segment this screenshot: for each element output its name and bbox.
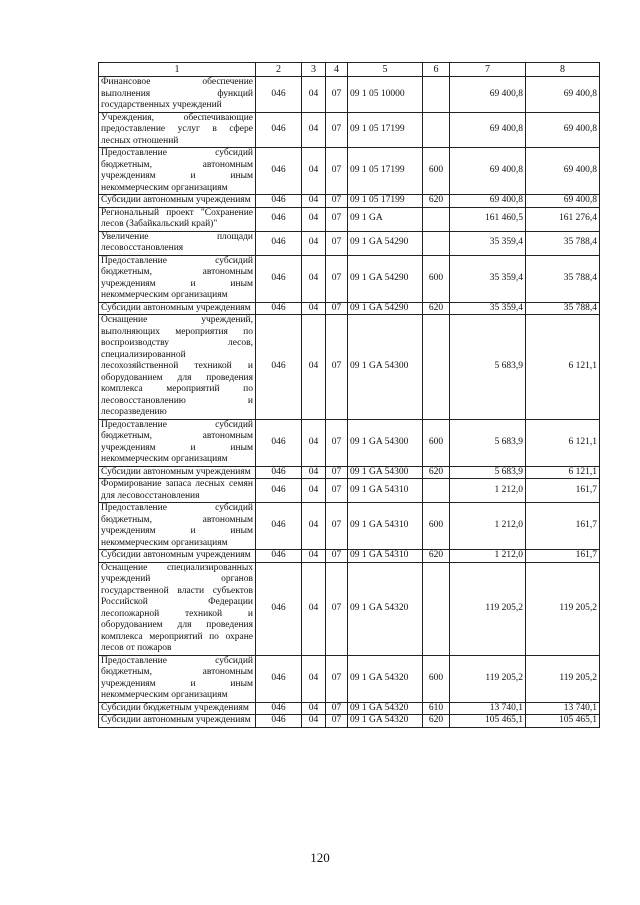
expense-type-code: 620 <box>423 195 450 208</box>
col-header: 6 <box>423 63 450 77</box>
gl-code: 046 <box>256 562 302 655</box>
row-name: Субсидии автономным учреждениям <box>99 466 256 479</box>
section-code: 04 <box>302 503 326 550</box>
subsection-code: 07 <box>326 479 348 503</box>
expense-type-code: 600 <box>423 655 450 702</box>
target-article-code: 09 1 GA 54310 <box>348 550 423 563</box>
amount-year-1: 35 359,4 <box>450 255 526 302</box>
amount-year-1: 161 460,5 <box>450 207 526 231</box>
col-header: 2 <box>256 63 302 77</box>
target-article-code: 09 1 GA 54310 <box>348 479 423 503</box>
amount-year-1: 119 205,2 <box>450 562 526 655</box>
gl-code: 046 <box>256 148 302 195</box>
section-code: 04 <box>302 550 326 563</box>
row-name: Увеличение площади лесовосстановления <box>99 231 256 255</box>
amount-year-2: 35 788,4 <box>526 302 600 315</box>
row-name: Субсидии автономным учреждениям <box>99 550 256 563</box>
row-name: Оснащение учреждений, выполняющих мероприятия по воспроизводству лесов, специализированной лесохозяйственной техникой и оборудованием для проведения комплекса мероприятий по лесовосстановлению и лесоразведению <box>99 315 256 420</box>
amount-year-1: 5 683,9 <box>450 466 526 479</box>
gl-code: 046 <box>256 550 302 563</box>
target-article-code: 09 1 05 17199 <box>348 112 423 148</box>
subsection-code: 07 <box>326 148 348 195</box>
table-row <box>99 148 600 195</box>
section-code: 04 <box>302 255 326 302</box>
header-row <box>99 63 600 77</box>
section-code: 04 <box>302 315 326 420</box>
subsection-code: 07 <box>326 315 348 420</box>
amount-year-2: 69 400,8 <box>526 77 600 113</box>
subsection-code: 07 <box>326 702 348 715</box>
gl-code: 046 <box>256 315 302 420</box>
row-name: Предоставление субсидий бюджетным, автономным учреждениям и иным некоммерческим организациям <box>99 255 256 302</box>
gl-code: 046 <box>256 302 302 315</box>
row-name: Субсидии автономным учреждениям <box>99 302 256 315</box>
amount-year-1: 69 400,8 <box>450 77 526 113</box>
subsection-code: 07 <box>326 195 348 208</box>
table-row <box>99 195 600 208</box>
col-header: 3 <box>302 63 326 77</box>
table-body <box>99 77 600 728</box>
expense-type-code: 600 <box>423 503 450 550</box>
subsection-code: 07 <box>326 466 348 479</box>
gl-code: 046 <box>256 702 302 715</box>
amount-year-1: 35 359,4 <box>450 302 526 315</box>
table-row <box>99 112 600 148</box>
subsection-code: 07 <box>326 503 348 550</box>
subsection-code: 07 <box>326 562 348 655</box>
amount-year-2: 6 121,1 <box>526 466 600 479</box>
table-row <box>99 550 600 563</box>
row-name: Предоставление субсидий бюджетным, автономным учреждениям и иным некоммерческим организациям <box>99 655 256 702</box>
table-row <box>99 419 600 466</box>
amount-year-2: 69 400,8 <box>526 195 600 208</box>
col-header: 7 <box>450 63 526 77</box>
expense-type-code <box>423 112 450 148</box>
table-row <box>99 702 600 715</box>
amount-year-1: 119 205,2 <box>450 655 526 702</box>
amount-year-2: 69 400,8 <box>526 148 600 195</box>
subsection-code: 07 <box>326 715 348 728</box>
amount-year-1: 69 400,8 <box>450 148 526 195</box>
target-article-code: 09 1 GA 54300 <box>348 315 423 420</box>
target-article-code: 09 1 GA 54310 <box>348 503 423 550</box>
expense-type-code <box>423 77 450 113</box>
gl-code: 046 <box>256 466 302 479</box>
expense-type-code <box>423 231 450 255</box>
col-header: 8 <box>526 63 600 77</box>
row-name: Предоставление субсидий бюджетным, автономным учреждениям и иным некоммерческим организациям <box>99 148 256 195</box>
section-code: 04 <box>302 655 326 702</box>
subsection-code: 07 <box>326 112 348 148</box>
amount-year-1: 105 465,1 <box>450 715 526 728</box>
target-article-code: 09 1 05 17199 <box>348 195 423 208</box>
amount-year-2: 161,7 <box>526 503 600 550</box>
amount-year-2: 6 121,1 <box>526 315 600 420</box>
section-code: 04 <box>302 419 326 466</box>
amount-year-2: 105 465,1 <box>526 715 600 728</box>
amount-year-2: 161,7 <box>526 550 600 563</box>
row-name: Региональный проект "Сохранение лесов (Забайкальский край)" <box>99 207 256 231</box>
table-row <box>99 231 600 255</box>
row-name: Субсидии бюджетным учреждениям <box>99 702 256 715</box>
row-name: Финансовое обеспечение выполнения функций государственных учреждений <box>99 77 256 113</box>
section-code: 04 <box>302 562 326 655</box>
section-code: 04 <box>302 77 326 113</box>
row-name: Оснащение специализированных учреждений органов государственной власти субъектов Российской Федерации лесопожарной техникой и оборудованием для проведения комплекса мероприятий по охране лесов от пожаров <box>99 562 256 655</box>
row-name: Субсидии автономным учреждениям <box>99 715 256 728</box>
subsection-code: 07 <box>326 231 348 255</box>
table-row <box>99 562 600 655</box>
section-code: 04 <box>302 148 326 195</box>
section-code: 04 <box>302 207 326 231</box>
gl-code: 046 <box>256 419 302 466</box>
table-row <box>99 503 600 550</box>
table-row <box>99 715 600 728</box>
table-row <box>99 77 600 113</box>
row-name: Субсидии автономным учреждениям <box>99 195 256 208</box>
gl-code: 046 <box>256 112 302 148</box>
table-row <box>99 479 600 503</box>
section-code: 04 <box>302 702 326 715</box>
expense-type-code <box>423 479 450 503</box>
col-header: 5 <box>348 63 423 77</box>
expense-type-code: 600 <box>423 419 450 466</box>
subsection-code: 07 <box>326 419 348 466</box>
gl-code: 046 <box>256 231 302 255</box>
section-code: 04 <box>302 715 326 728</box>
amount-year-2: 119 205,2 <box>526 562 600 655</box>
target-article-code: 09 1 GA 54320 <box>348 702 423 715</box>
table-row <box>99 315 600 420</box>
row-name: Предоставление субсидий бюджетным, автономным учреждениям и иным некоммерческим организациям <box>99 503 256 550</box>
amount-year-1: 69 400,8 <box>450 195 526 208</box>
subsection-code: 07 <box>326 255 348 302</box>
row-name: Предоставление субсидий бюджетным, автономным учреждениям и иным некоммерческим организациям <box>99 419 256 466</box>
col-header: 1 <box>99 63 256 77</box>
gl-code: 046 <box>256 503 302 550</box>
subsection-code: 07 <box>326 550 348 563</box>
table-row <box>99 255 600 302</box>
page-number: 120 <box>310 850 330 865</box>
amount-year-2: 13 740,1 <box>526 702 600 715</box>
gl-code: 046 <box>256 655 302 702</box>
amount-year-1: 5 683,9 <box>450 315 526 420</box>
expense-type-code: 620 <box>423 715 450 728</box>
amount-year-2: 35 788,4 <box>526 231 600 255</box>
col-header: 4 <box>326 63 348 77</box>
amount-year-2: 69 400,8 <box>526 112 600 148</box>
section-code: 04 <box>302 112 326 148</box>
table-row <box>99 302 600 315</box>
target-article-code: 09 1 GA 54320 <box>348 715 423 728</box>
gl-code: 046 <box>256 77 302 113</box>
target-article-code: 09 1 05 10000 <box>348 77 423 113</box>
expense-type-code <box>423 207 450 231</box>
amount-year-2: 161,7 <box>526 479 600 503</box>
amount-year-2: 161 276,4 <box>526 207 600 231</box>
row-name: Формирование запаса лесных семян для лесовосстановления <box>99 479 256 503</box>
section-code: 04 <box>302 302 326 315</box>
target-article-code: 09 1 GA 54300 <box>348 466 423 479</box>
expense-type-code: 600 <box>423 148 450 195</box>
table-row <box>99 466 600 479</box>
gl-code: 046 <box>256 715 302 728</box>
target-article-code: 09 1 GA 54320 <box>348 655 423 702</box>
amount-year-1: 13 740,1 <box>450 702 526 715</box>
target-article-code: 09 1 05 17199 <box>348 148 423 195</box>
section-code: 04 <box>302 195 326 208</box>
expense-type-code <box>423 562 450 655</box>
subsection-code: 07 <box>326 207 348 231</box>
table-row <box>99 655 600 702</box>
amount-year-1: 1 212,0 <box>450 503 526 550</box>
amount-year-2: 6 121,1 <box>526 419 600 466</box>
amount-year-2: 119 205,2 <box>526 655 600 702</box>
gl-code: 046 <box>256 479 302 503</box>
section-code: 04 <box>302 231 326 255</box>
expense-type-code: 620 <box>423 466 450 479</box>
gl-code: 046 <box>256 255 302 302</box>
target-article-code: 09 1 GA <box>348 207 423 231</box>
expense-type-code: 620 <box>423 550 450 563</box>
subsection-code: 07 <box>326 77 348 113</box>
target-article-code: 09 1 GA 54320 <box>348 562 423 655</box>
amount-year-1: 1 212,0 <box>450 479 526 503</box>
gl-code: 046 <box>256 207 302 231</box>
amount-year-1: 5 683,9 <box>450 419 526 466</box>
expense-type-code <box>423 315 450 420</box>
amount-year-1: 1 212,0 <box>450 550 526 563</box>
target-article-code: 09 1 GA 54290 <box>348 302 423 315</box>
target-article-code: 09 1 GA 54290 <box>348 255 423 302</box>
amount-year-1: 69 400,8 <box>450 112 526 148</box>
target-article-code: 09 1 GA 54300 <box>348 419 423 466</box>
amount-year-2: 35 788,4 <box>526 255 600 302</box>
expense-type-code: 600 <box>423 255 450 302</box>
expense-type-code: 610 <box>423 702 450 715</box>
amount-year-1: 35 359,4 <box>450 231 526 255</box>
row-name: Учреждения, обеспечивающие предоставление услуг в сфере лесных отношений <box>99 112 256 148</box>
section-code: 04 <box>302 466 326 479</box>
budget-table <box>98 62 600 728</box>
gl-code: 046 <box>256 195 302 208</box>
section-code: 04 <box>302 479 326 503</box>
expense-type-code: 620 <box>423 302 450 315</box>
target-article-code: 09 1 GA 54290 <box>348 231 423 255</box>
table-row <box>99 207 600 231</box>
subsection-code: 07 <box>326 302 348 315</box>
subsection-code: 07 <box>326 655 348 702</box>
